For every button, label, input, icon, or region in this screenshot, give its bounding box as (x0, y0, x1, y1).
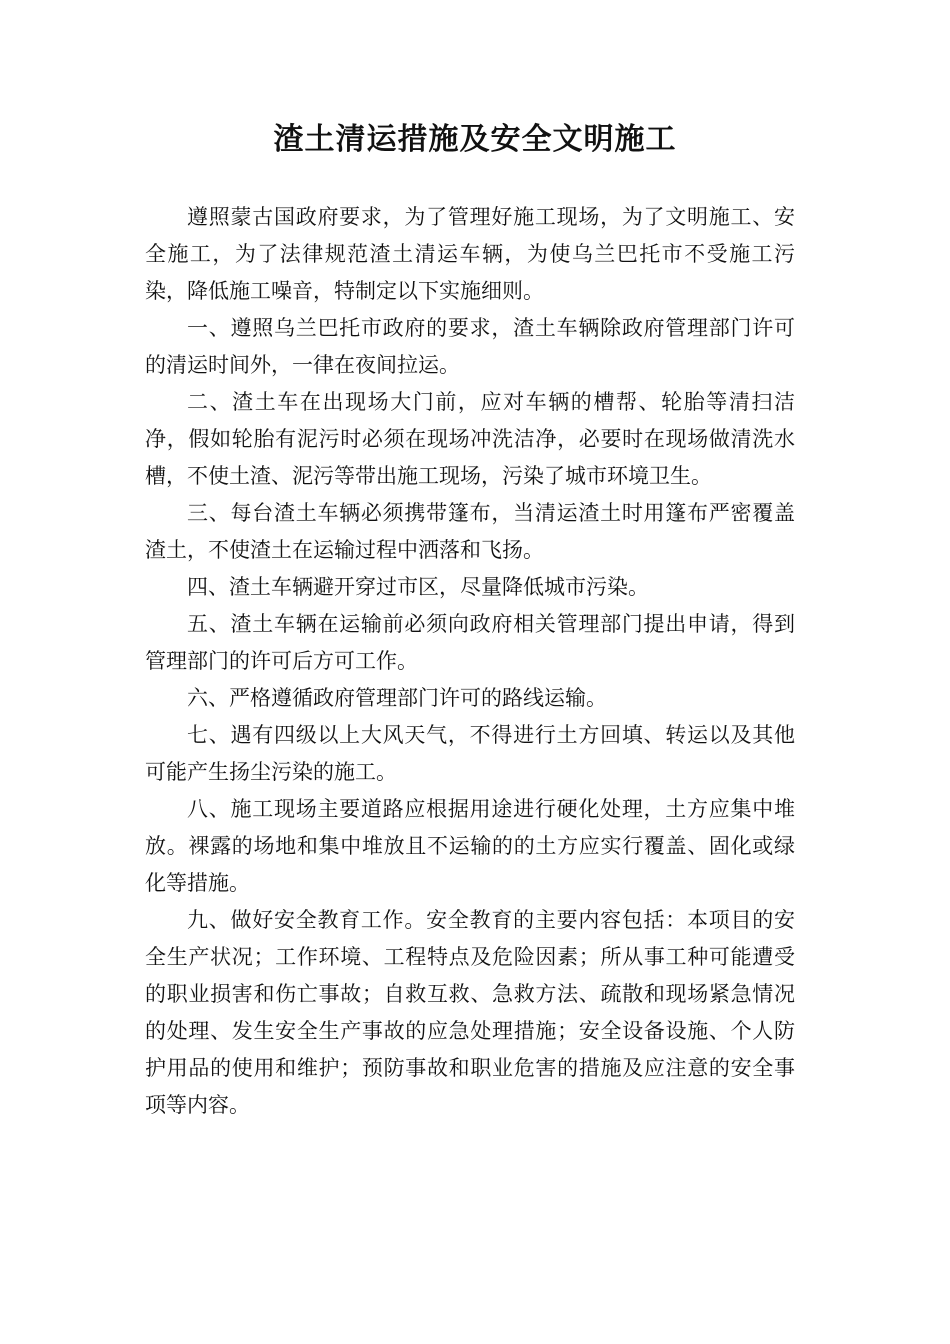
paragraph-item-8: 八、施工现场主要道路应根据用途进行硬化处理，土方应集中堆放。裸露的场地和集中堆放且不运输的的土方应实行覆盖、固化或绿化等措施。 (145, 797, 795, 895)
paragraph-item-2: 二、渣土车在出现场大门前，应对车辆的槽帮、轮胎等清扫洁净，假如轮胎有泥污时必须在现场冲洗洁净，必要时在现场做清洗水槽，不使土渣、泥污等带出施工现场，污染了城市环境卫生。 (145, 390, 795, 488)
paragraph-item-5: 五、渣土车辆在运输前必须向政府相关管理部门提出申请，得到管理部门的许可后方可工作。 (145, 612, 795, 673)
document-title: 渣土清运措施及安全文明施工 (273, 122, 677, 157)
paragraph-item-3: 三、每台渣土车辆必须携带篷布，当清运渣土时用篷布严密覆盖渣土，不使渣土在运输过程中洒落和飞扬。 (145, 501, 795, 562)
paragraph-item-9: 九、做好安全教育工作。安全教育的主要内容包括：本项目的安全生产状况；工作环境、工程特点及危险因素；所从事工种可能遭受的职业损害和伤亡事故；自救互救、急救方法、疏散和现场紧急情况的处理、发生安全生产事故的应急处理措施；安全设备设施、个人防护用品的使用和维护；预防事故和职业危害的措施及应注意的安全事项等内容。 (145, 908, 795, 1117)
paragraph-item-1: 一、遵照乌兰巴托市政府的要求，渣土车辆除政府管理部门许可的清运时间外，一律在夜间拉运。 (145, 316, 795, 377)
paragraph-intro: 遵照蒙古国政府要求，为了管理好施工现场，为了文明施工、安全施工，为了法律规范渣土清运车辆，为使乌兰巴托市不受施工污染，降低施工噪音，特制定以下实施细则。 (145, 205, 795, 303)
document-body (145, 199, 795, 1124)
paragraph-item-6: 六、严格遵循政府管理部门许可的路线运输。 (187, 686, 607, 710)
paragraph-item-7: 七、遇有四级以上大风天气，不得进行土方回填、转运以及其他可能产生扬尘污染的施工。 (145, 723, 795, 784)
paragraph-item-4: 四、渣土车辆避开穿过市区，尽量降低城市污染。 (187, 575, 649, 599)
